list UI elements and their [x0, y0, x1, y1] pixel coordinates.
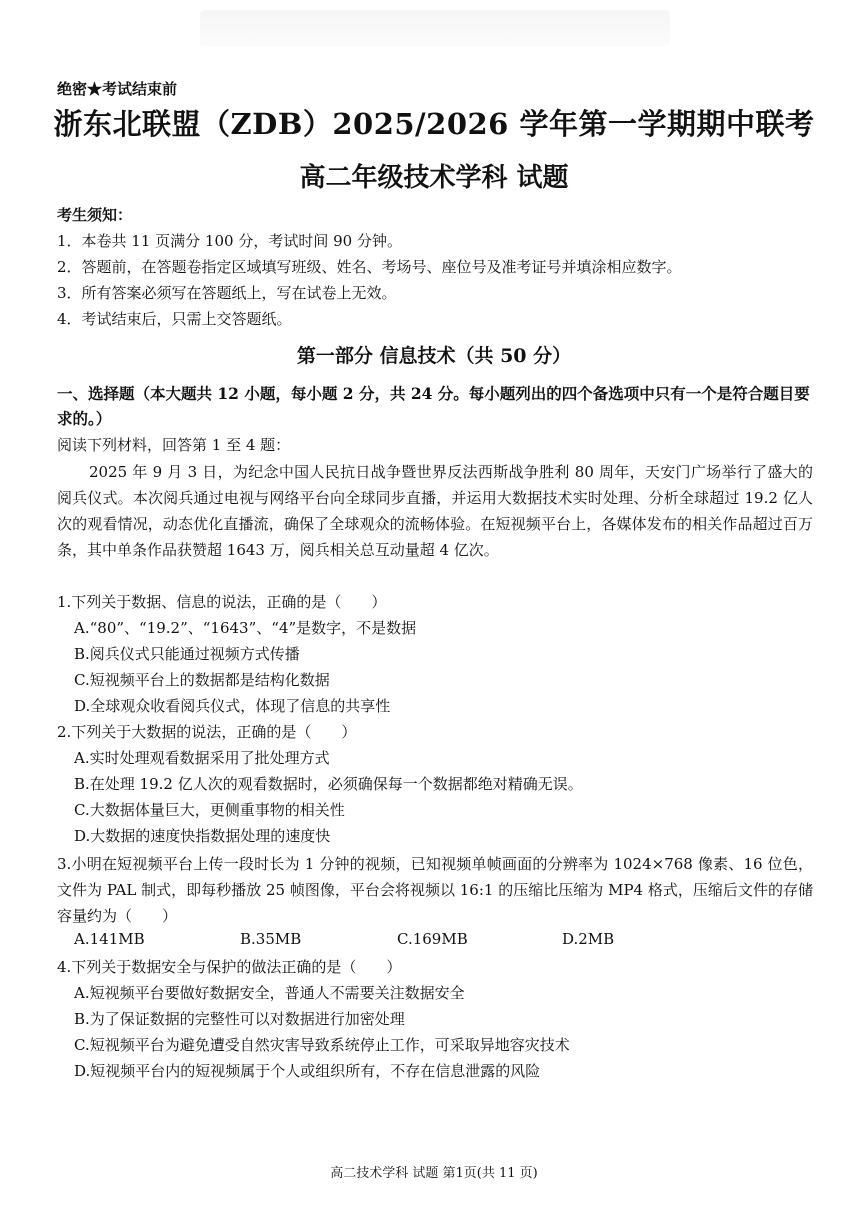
question-2-option-b: B.在处理 19.2 亿人次的观看数据时，必须确保每一个数据都绝对精确无误。 [74, 775, 583, 793]
exam-subtitle: 高二年级技术学科 试题 [299, 163, 569, 193]
question-4-stem: 4.下列关于数据安全与保护的做法正确的是（ ） [57, 958, 402, 976]
question-2-stem: 2.下列关于大数据的说法，正确的是（ ） [57, 723, 357, 741]
confidential-label: 绝密★考试结束前 [57, 80, 178, 98]
question-4-option-a: A.短视频平台要做好数据安全，普通人不需要关注数据安全 [74, 984, 465, 1002]
question-1-stem: 1.下列关于数据、信息的说法，正确的是（ ） [57, 593, 387, 611]
exam-title: 浙东北联盟（ZDB）2025/2026 学年第一学期期中联考 [53, 107, 815, 141]
question-1-option-d: D.全球观众收看阅兵仪式，体现了信息的共享性 [74, 697, 391, 715]
notice-item: 1．本卷共 11 页满分 100 分，考试时间 90 分钟。 [57, 232, 402, 250]
question-2-option-c: C.大数据体量巨大，更侧重事物的相关性 [74, 801, 345, 819]
question-2-option-d: D.大数据的速度快指数据处理的速度快 [74, 827, 331, 845]
part-title: 第一部分 信息技术（共 50 分） [296, 345, 572, 367]
question-3-option-b: B.35MB [240, 930, 302, 948]
scan-smudge [200, 10, 670, 46]
notice-item: 4．考试结束后，只需上交答题纸。 [57, 310, 292, 328]
notice-item: 2．答题前，在答题卷指定区域填写班级、姓名、考场号、座位号及准考证号并填涂相应数字。 [57, 258, 682, 276]
question-2-option-a: A.实时处理观看数据采用了批处理方式 [74, 749, 330, 767]
question-3-option-c: C.169MB [397, 930, 468, 948]
question-1-option-b: B.阅兵仪式只能通过视频方式传播 [74, 645, 300, 663]
reading-intro: 阅读下列材料，回答第 1 至 4 题： [57, 436, 291, 454]
notice-heading: 考生须知： [57, 206, 133, 224]
question-1-option-c: C.短视频平台上的数据都是结构化数据 [74, 671, 330, 689]
section-heading: 一、选择题（本大题共 12 小题，每小题 2 分，共 24 分。每小题列出的四个备选项中只有一个是符合题目要求的。） [57, 384, 810, 428]
question-4-option-d: D.短视频平台内的短视频属于个人或组织所有，不存在信息泄露的风险 [74, 1062, 541, 1080]
notice-item: 3．所有答案必须写在答题纸上，写在试卷上无效。 [57, 284, 397, 302]
question-3-option-d: D.2MB [562, 930, 615, 948]
question-3-option-a: A.141MB [74, 930, 145, 948]
question-3-stem: 3.小明在短视频平台上传一段时长为 1 分钟的视频，已知视频单帧画面的分辨率为 1024×768 像素、16 位色，文件为 PAL 制式，即每秒播放 25 帧图像，平台会将视频以 16:1 的压缩比压缩为 MP4 格式，压缩后文件的存储容量约为（ ） [57, 855, 813, 925]
reading-passage: 2025 年 9 月 3 日，为纪念中国人民抗日战争暨世界反法西斯战争胜利 80 周年，天安门广场举行了盛大的阅兵仪式。本次阅兵通过电视与网络平台向全球同步直播，并运用大数据技术实时处理、分析全球超过 19.2 亿人次的观看情况，动态优化直播流，确保了全球观众的流畅体验。在短视频平台上，各媒体发布的相关作品超过百万条，其中单条作品获赞超 1643 万，阅兵相关总互动量超 4 亿次。 [57, 463, 813, 559]
question-4-option-c: C.短视频平台为避免遭受自然灾害导致系统停止工作，可采取异地容灾技术 [74, 1036, 570, 1054]
page-footer: 高二技术学科 试题 第1页(共 11 页) [330, 1166, 538, 1181]
question-4-option-b: B.为了保证数据的完整性可以对数据进行加密处理 [74, 1010, 405, 1028]
question-1-option-a: A.“80”、“19.2”、“1643”、“4”是数字，不是数据 [74, 619, 417, 637]
